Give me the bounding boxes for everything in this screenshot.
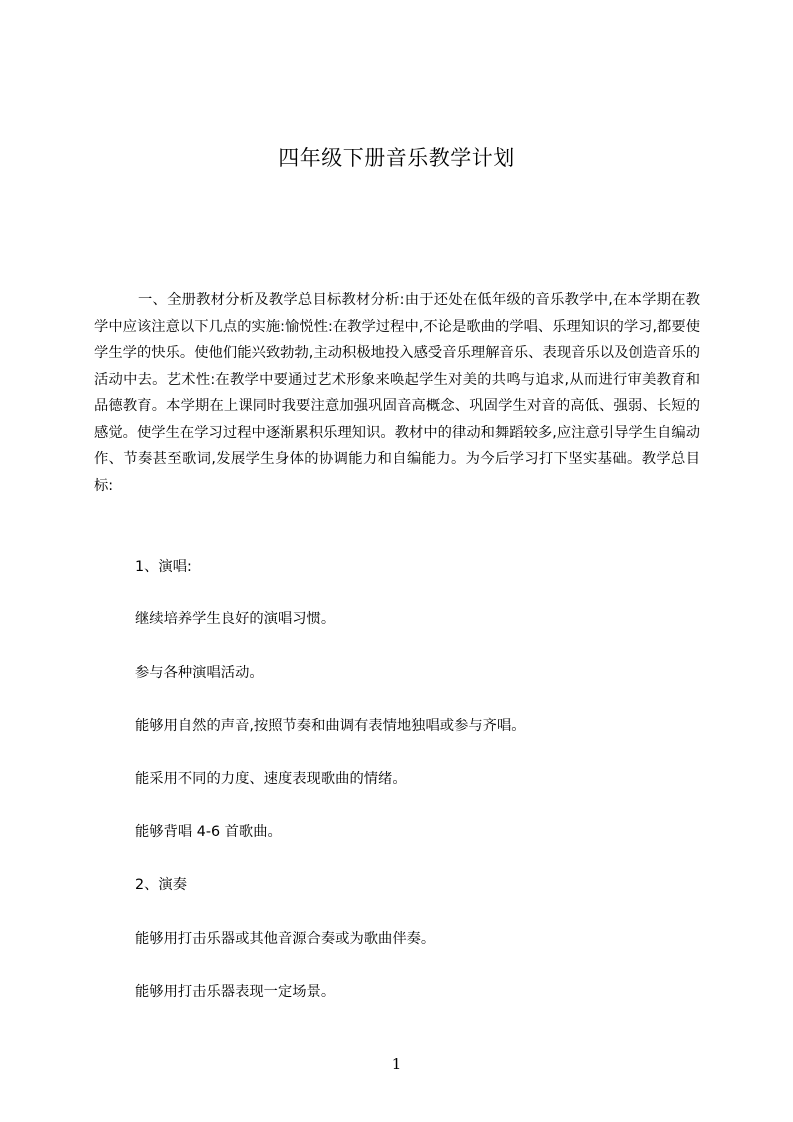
document-title: 四年级下册音乐教学计划 <box>278 146 515 170</box>
section-2-item: 能够用打击乐器或其他音源合奏或为歌曲伴奏。 <box>135 931 436 947</box>
intro-paragraph: 一、全册教材分析及教学总目标教材分析:由于还处在低年级的音乐教学中,在本学期在教学中应该注意以下几点的实施:愉悦性:在教学过程中,不论是歌曲的学唱、乐理知识的学习,都要使学生学的快乐。使他们能兴致勃勃,主动积极地投入感受音乐理解音乐、表现音乐以及创造音乐的活动中去。艺术性:在教学中要通过艺术形象来唤起学生对美的共鸣与追求,从而进行审美教育和品德教育。本学期在上课同时我要注意加强巩固音高概念、巩固学生对音的高低、强弱、长短的感觉。使学生在学习过程中逐渐累积乐理知识。教材中的律动和舞蹈较多,应注意引导学生自编动作、节奏甚至歌词,发展学生身体的协调能力和自编能力。为今后学习打下坚实基础。教学总目标: <box>94 292 700 494</box>
section-1-item: 能采用不同的力度、速度表现歌曲的情绪。 <box>135 771 407 787</box>
section-1-heading: 1、演唱: <box>135 559 192 575</box>
section-2-heading: 2、演奏 <box>135 877 187 893</box>
section-2-item: 能够用打击乐器表现一定场景。 <box>135 984 336 1000</box>
page-number: 1 <box>391 1055 402 1073</box>
section-1-item: 继续培养学生良好的演唱习惯。 <box>135 611 336 627</box>
section-1-item: 能够用自然的声音,按照节奏和曲调有表情地独唱或参与齐唱。 <box>135 718 526 734</box>
section-1-item: 参与各种演唱活动。 <box>135 665 264 681</box>
section-1-item: 能够背唱 4-6 首歌曲。 <box>135 824 282 840</box>
